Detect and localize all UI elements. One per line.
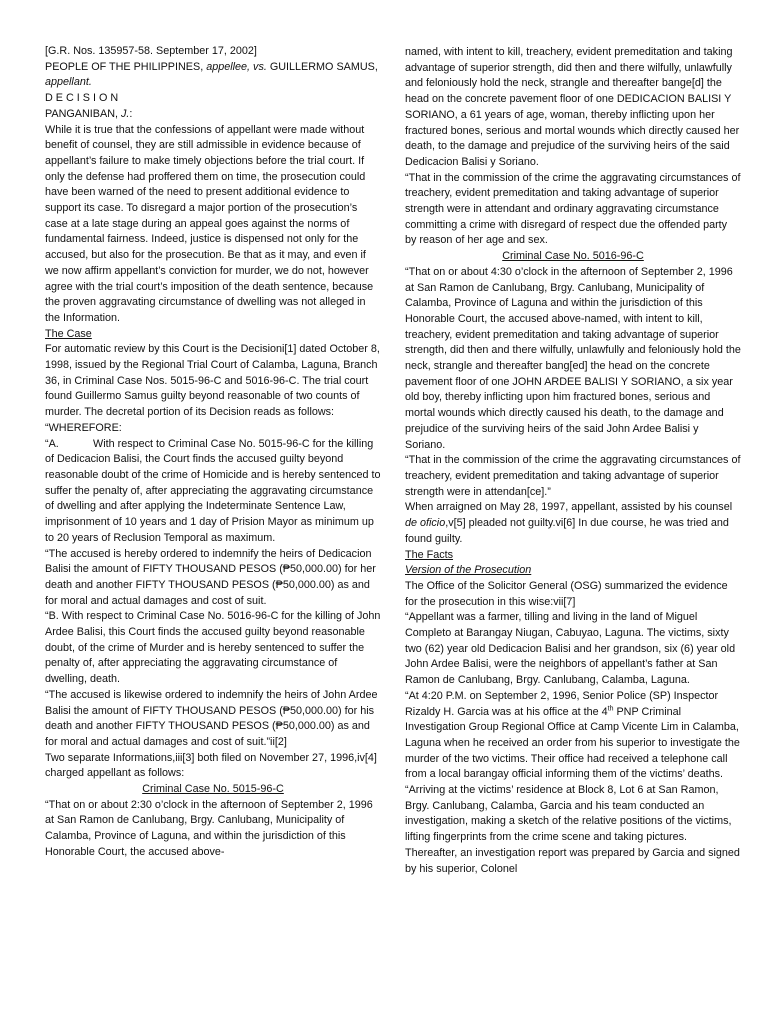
left-column [45, 44, 381, 861]
garcia-paragraph [405, 689, 741, 783]
disposition-b: “B. With respect to Criminal Case No. 5016-96-C for the killing of John Ardee Balisi, this Court finds the accused guilty beyond reasonable doubt, of the crime of Murder and is hereby sentenced to suffer the penalty of, after appreciating the aggravating circumstance of dwelling, death. [45, 610, 381, 686]
wherefore: “WHEREFORE: [45, 421, 122, 434]
indemnify-b: “The accused is likewise ordered to indemnify the heirs of John Ardee Balisi the amount of FIFTY THOUSAND PESOS (₱50,000.00) for his death and another FIFTY THOUSAND PESOS (₱50,000.00) as and for moral and actual damages and cost of suit.”ii[2] [45, 688, 378, 748]
party-people: PEOPLE OF THE PHILIPPINES, [45, 60, 204, 73]
case-parties [45, 60, 381, 91]
party-role-appellee: appellee [206, 60, 248, 73]
the-facts-heading: The Facts [405, 548, 454, 561]
party-accused: GUILLERMO SAMUS, [269, 60, 378, 73]
decision-heading: D E C I S I O N [45, 92, 119, 105]
case2-heading: Criminal Case No. 5016-96-C [502, 250, 644, 263]
case-citation: [G.R. Nos. 135957-58. September 17, 2002] [45, 45, 257, 57]
arraignment-start: When arraigned on May 28, 1997, appellant, assisted by his counsel [405, 501, 733, 514]
arriving-paragraph: “Arriving at the victims’ residence at Block 8, Lot 6 at San Ramon, Brgy. Canlubang, Calamba, Garcia and his team conducted an investigation, making a sketch of the relative positions of the victims, lifting fingerprints from the crime scene and taking pictures. Thereafter, an investigation report was prepared by Garcia and signed by his superior, Colonel [405, 784, 740, 875]
ponente-name: PANGANIBAN, [45, 107, 118, 120]
informations-paragraph: Two separate Informations,iii[3] both filed on November 27, 1996,iv[4] charged appellant as follows: [45, 751, 377, 780]
indemnify-a: “The accused is hereby ordered to indemnify the heirs of Dedicacion Balisi the amount of FIFTY THOUSAND PESOS (₱50,000.00) for her death and another FIFTY THOUSAND PESOS (₱50,000.00) as and for moral and actual damages and cost of suit. [45, 547, 376, 607]
case1-start: “That on or about 2:30 o’clock in the afternoon of September 2, 1996 at San Ramon de Canlubang, Brgy. Canlubang, Municipality of Calamba, Province of Laguna, and within the jurisdiction of this Honorable Court, the accused above- [45, 798, 373, 858]
case-paragraph: For automatic review by this Court is the Decisioni[1] dated October 8, 1998, issued by the Regional Trial Court of Calamba, Laguna, Branch 36, in Criminal Case Nos. 5015-96-C and 5016-96-C. The trial court found Guillermo Samus guilty beyond reasonable of two counts of murder. The decretal portion of its Decision reads as follows: [45, 343, 380, 419]
farmer-paragraph: “Appellant was a farmer, tilling and living in the land of Miguel Completo at Barangay Niugan, Cabuyao, Laguna. The victims, sixty two (62) year old Dedicacion Balisi and her grandson, six (6) year old John Ardee Balisi, were the neighbors of appellant’s father at San Ramon de Canlubang, Brgy. Canlubang, Calamba, Laguna. [405, 611, 736, 687]
garcia-superscript: th [607, 704, 614, 712]
ponente-colon: : [129, 107, 133, 120]
arraignment-end: ,v[5] pleaded not guilty.vi[6] In due course, he was tried and found guilty. [405, 517, 729, 545]
case2-aggravating: “That in the commission of the crime the aggravating circumstances of treachery, evident premeditation and taking advantage of superior strength were in attendan[ce].” [405, 454, 741, 498]
ponente-title: J. [121, 107, 130, 120]
case1-continuation: named, with intent to kill, treachery, evident premeditation and taking advantage of superior strength, did then and there wilfully, unlawfully and feloniously hold the neck, strangle and thereafter bange[d] the head on the concrete pavement floor of one DEDICACION BALISI Y SORIANO, a 61 years of age, woman, thereby inflicting upon her fractured bones, serious and mortal wounds which directly caused her death, to the damage and prejudice of the surviving heirs of the said Dedicacion Balisi y Soriano. [405, 46, 740, 168]
case2-information: “That on or about 4:30 o’clock in the afternoon of September 2, 1996 at San Ramon de Canlubang, Brgy. Canlubang, Municipality of Calamba, Province of Laguna and within the jurisdiction of this Honorable Court, the accused above-named, with intent to kill, treachery, evident premeditation and taking advantage of superior strength, did then and there wilfully, unlawfully and feloniously hold the neck, strangle and thereafter bang[ed] the head on the concrete pavement floor of one JOHN ARDEE BALISI Y SORIANO, a six year old boy, thereby inflicting upon him fractured bones, serious and mortal wounds which directly caused his death, to the damage and prejudice of the surviving heirs of the said John Ardee Balisi y Soriano. [405, 265, 741, 451]
disposition-a-text: With respect to Criminal Case No. 5015-96-C for the killing of Dedicacion Balisi, the Court finds the accused guilty beyond reasonable doubt of the crime of Homicide and is hereby sentenced to suffer the penalty of, after appreciating the aggravating circumstance of dwelling and after applying the Indeterminate Sentence Law, imprisonment of 10 years and 1 day of Prision Mayor as minimum up to 20 years of Reclusion Temporal as maximum. [45, 437, 381, 544]
arraignment-paragraph [405, 500, 741, 547]
case1-aggravating: “That in the commission of the crime the aggravating circumstances of treachery, evident premeditation and taking advantage of superior strength were in attendant and ordinary aggravating circumstance committing a crime with disregard of respect due the offended party by reason of her age and sex. [405, 171, 741, 247]
version-prosecution-heading: Version of the Prosecution [405, 564, 532, 577]
party-role-appellant: appellant. [45, 76, 92, 89]
de-oficio: de oficio [405, 517, 446, 530]
disposition-a [45, 437, 381, 547]
disposition-a-label: “A. [45, 437, 59, 450]
case1-heading: Criminal Case No. 5015-96-C [142, 783, 284, 796]
versus: , vs. [247, 60, 267, 73]
garcia-start: “At 4:20 P.M. on September 2, 1996, Senior Police (SP) Inspector Rizaldy H. Garcia was at his office at the 4 [405, 689, 719, 718]
osg-paragraph: The Office of the Solicitor General (OSG) summarized the evidence for the prosecution in this wise:vii[7] [405, 579, 728, 608]
the-case-heading: The Case [45, 327, 92, 340]
ponente [45, 107, 381, 123]
garcia-end: PNP Criminal Investigation Group Regional Office at Camp Vicente Lim in Calamba, Laguna when he received an order from his superior to investigate the murder of the two victims. Their office had received a telephone call from a local barangay official informing them of the victims’ deaths. [405, 705, 740, 781]
syllabus-paragraph: While it is true that the confessions of appellant were made without benefit of counsel, they are still admissible in evidence because of appellant’s failure to make timely objections before the trial court. If only the defense had proffered them on time, the prosecution could have been warned of the need to present additional evidence to support its case. To disregard a major portion of the prosecution’s case at a late stage during an appeal goes against the norms of fundamental fairness. Indeed, justice is dispensed not only for the accused, but also for the prosecution. Be that as it may, and even if we now affirm appellant’s conviction for murder, we do not, however agree with the trial court’s imposition of the death sentence, because the proven aggravating circumstance of dwelling was not alleged in the Information. [45, 123, 374, 324]
right-column [405, 45, 741, 877]
